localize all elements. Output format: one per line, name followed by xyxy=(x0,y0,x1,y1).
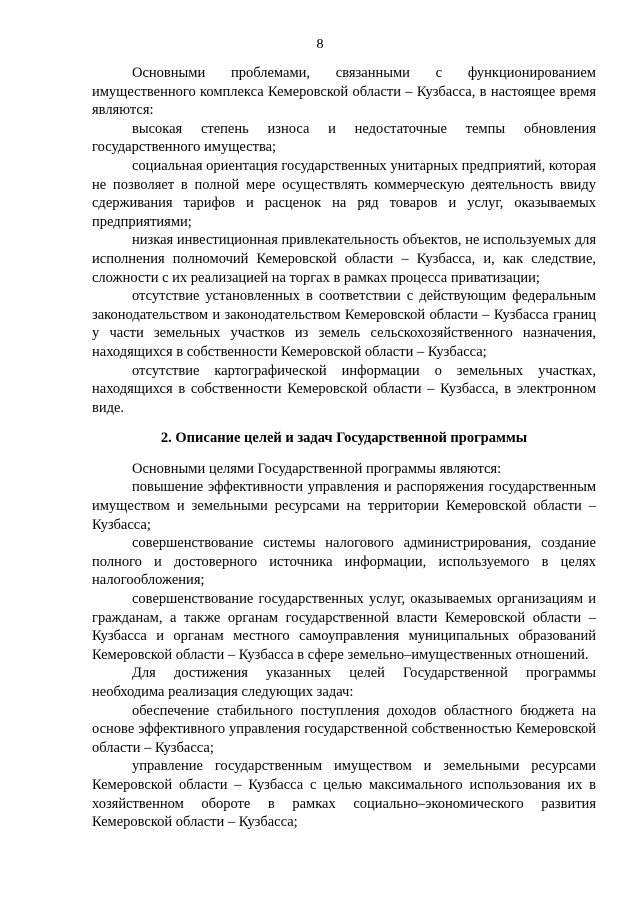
page-content xyxy=(92,64,596,832)
tasks-intro-paragraph: Для достижения указанных целей Государственной программы необходима реализация следующих задач: xyxy=(92,665,596,700)
problem-item: отсутствие установленных в соответствии с действующим федеральным законодательством и законодательством Кемеровской области – Кузбасса границ у части земельных участков из земель сельскохозяйственного назначения, находящихся в собственности Кемеровской области – Кузбасса; xyxy=(92,288,596,360)
task-item: управление государственным имуществом и земельными ресурсами Кемеровской области – Кузбасса с целью максимального использования их в хозяйственном обороте в рамках социально–экономического развития Кемеровской области – Кузбасса; xyxy=(92,758,596,831)
problem-item: социальная ориентация государственных унитарных предприятий, которая не позволяет в полной мере осуществлять коммерческую деятельность ввиду сдерживания тарифов и расценок на ряд товаров и услуг, оказываемых предприятиями; xyxy=(92,157,596,230)
intro-paragraph: Основными проблемами, связанными с функционированием имущественного комплекса Кемеровской области – Кузбасса, в настоящее время являются: xyxy=(92,65,596,119)
goal-item: повышение эффективности управления и распоряжения государственным имуществом и земельными ресурсами на территории Кемеровской области – Кузбасса; xyxy=(92,479,596,533)
section-heading: 2. Описание целей и задач Государственной программы xyxy=(160,430,528,447)
goals-intro-paragraph: Основными целями Государственной программы являются: xyxy=(132,460,502,477)
page-number: 8 xyxy=(316,37,324,52)
problem-item: отсутствие картографической информации о земельных участках, находящихся в собственности Кемеровской области – Кузбасса, в электронном виде. xyxy=(92,362,596,416)
goal-item: совершенствование системы налогового администрирования, создание полного и достоверного источника информации, используемого в целях налогообложения; xyxy=(92,535,596,589)
goal-item: совершенствование государственных услуг, оказываемых организациям и гражданам, а также органам государственной власти Кемеровской области – Кузбасса и органам местного самоуправления муниципальных образований Кемеровской области – Кузбасса в сфере земельно–имущественных отношений. xyxy=(92,591,596,663)
problem-item: низкая инвестиционная привлекательность объектов, не используемых для исполнения полномочий Кемеровской области – Кузбасса, и, как следствие, сложности с их реализацией на торгах в рамках процесса приватизации; xyxy=(92,232,596,286)
problem-item: высокая степень износа и недостаточные темпы обновления государственного имущества; xyxy=(92,120,596,156)
task-item: обеспечение стабильного поступления доходов областного бюджета на основе эффективного управления государственной собственностью Кемеровской области – Кузбасса; xyxy=(92,702,596,756)
